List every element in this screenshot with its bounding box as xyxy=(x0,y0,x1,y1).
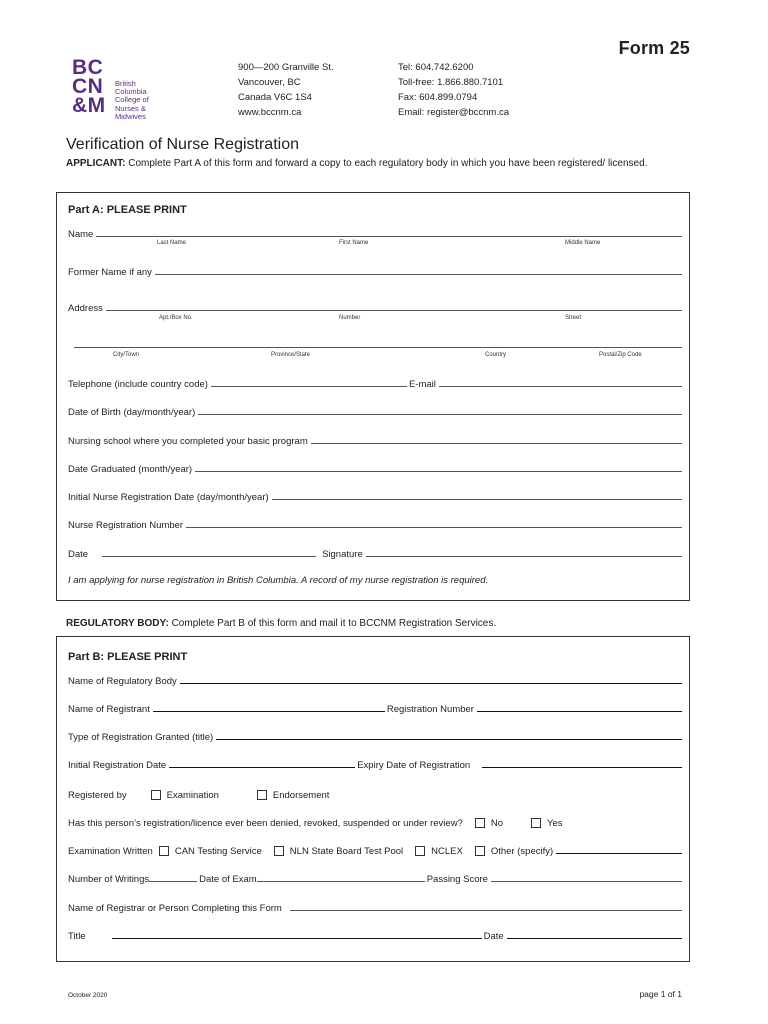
city-province-field[interactable] xyxy=(74,346,682,348)
endorsement-option-label: Endorsement xyxy=(272,790,330,801)
registration-number-b-field[interactable] xyxy=(477,710,682,712)
expiry-date-field[interactable] xyxy=(482,766,682,768)
dob-row xyxy=(68,404,684,418)
writings-row xyxy=(68,871,684,885)
logo-letters-3: &M xyxy=(72,94,106,117)
date-field[interactable] xyxy=(102,555,316,557)
school-label: Nursing school where you completed your basic program xyxy=(68,436,308,447)
date-b-label: Date xyxy=(483,931,504,942)
title-field[interactable] xyxy=(112,937,482,939)
registrar-field[interactable] xyxy=(290,909,682,911)
address-field[interactable] xyxy=(106,309,682,311)
registration-number-row xyxy=(68,517,684,531)
writings-field[interactable] xyxy=(149,880,197,882)
denied-yes-checkbox[interactable] xyxy=(531,818,541,828)
toll-free-number: Toll-free: 1.866.880.7101 xyxy=(398,77,504,88)
regulatory-body-name-row xyxy=(68,673,684,687)
initial-registration-label: Initial Nurse Registration Date (day/month/year) xyxy=(68,492,269,503)
registration-dates-row xyxy=(68,757,684,771)
email-label: E-mail xyxy=(408,379,436,390)
logo-text-line: Columbia xyxy=(115,87,147,97)
dob-field[interactable] xyxy=(198,413,682,415)
applicant-label: APPLICANT: xyxy=(66,158,126,169)
fax-number: Fax: 604.899.0794 xyxy=(398,92,478,103)
can-testing-checkbox[interactable] xyxy=(159,846,169,856)
nclex-label: NCLEX xyxy=(431,846,463,857)
name-label: Name xyxy=(68,229,94,240)
regulatory-body-instructions xyxy=(66,618,496,629)
expiry-date-label: Expiry Date of Registration xyxy=(357,760,471,771)
email-link[interactable]: Email: register@bccnm.ca xyxy=(398,107,510,118)
website-link[interactable]: www.bccnm.ca xyxy=(238,107,302,118)
signature-field[interactable] xyxy=(366,555,682,557)
denied-no-checkbox[interactable] xyxy=(475,818,485,828)
graduated-label: Date Graduated (month/year) xyxy=(68,464,193,475)
exam-date-label: Date of Exam xyxy=(199,874,257,885)
denied-question-row xyxy=(68,815,684,829)
registered-by-row xyxy=(68,787,684,801)
can-testing-label: CAN Testing Service xyxy=(174,846,262,857)
applicant-text: Complete Part A of this form and forward a copy to each regulatory body in which you have been registered/ licensed. xyxy=(125,158,648,169)
nclex-checkbox[interactable] xyxy=(415,846,425,856)
address-row xyxy=(68,300,684,314)
writings-label: Number of Writings xyxy=(68,874,150,885)
applicant-instructions xyxy=(66,157,696,171)
initial-date-b-field[interactable] xyxy=(169,766,355,768)
former-name-field[interactable] xyxy=(155,273,682,275)
registrant-field[interactable] xyxy=(153,710,385,712)
registration-type-field[interactable] xyxy=(216,738,682,740)
school-field[interactable] xyxy=(311,442,682,444)
address-line-2 xyxy=(71,337,684,351)
graduated-row xyxy=(68,461,684,475)
name-row xyxy=(68,226,684,240)
logo-text-line: British xyxy=(115,79,136,88)
examination-option-label: Examination xyxy=(166,790,219,801)
registration-type-label: Type of Registration Granted (title) xyxy=(68,732,214,743)
address-line: Canada V6C 1S4 xyxy=(238,92,312,103)
graduated-field[interactable] xyxy=(195,470,682,472)
registration-number-b-label: Registration Number xyxy=(386,704,474,715)
province-caption: Province/State xyxy=(271,352,311,358)
registrar-row xyxy=(68,900,684,914)
title-label: Title xyxy=(68,931,86,942)
address-label: Address xyxy=(68,303,103,314)
date-signature-row xyxy=(68,546,684,560)
nln-label: NLN State Board Test Pool xyxy=(289,846,404,857)
regulatory-body-name-field[interactable] xyxy=(180,682,682,684)
middle-name-caption: Middle Name xyxy=(565,240,601,246)
registrar-label: Name of Registrar or Person Completing this Form xyxy=(68,903,282,914)
exam-date-field[interactable] xyxy=(257,880,425,882)
applicant-statement: I am applying for nurse registration in British Columbia. A record of my nurse registration is required. xyxy=(68,575,489,586)
regulatory-body-name-label: Name of Regulatory Body xyxy=(68,676,177,687)
signature-label: Signature xyxy=(322,549,363,560)
apt-caption: Apt./Box No. xyxy=(159,315,193,321)
title-date-row xyxy=(68,928,684,942)
telephone-field[interactable] xyxy=(211,385,407,387)
city-caption: City/Town xyxy=(113,352,140,358)
email-field[interactable] xyxy=(439,385,682,387)
examination-checkbox[interactable] xyxy=(151,790,161,800)
part-a-heading: Part A: PLEASE PRINT xyxy=(68,204,187,216)
registration-number-field[interactable] xyxy=(186,526,682,528)
footer-date: October 2020 xyxy=(68,992,108,999)
registration-type-row xyxy=(68,729,684,743)
telephone-email-row xyxy=(68,376,684,390)
examination-written-label: Examination Written xyxy=(68,846,153,857)
logo-text-line: Nurses & xyxy=(115,103,146,113)
registrant-label: Name of Registrant xyxy=(68,704,150,715)
nln-checkbox[interactable] xyxy=(274,846,284,856)
passing-score-label: Passing Score xyxy=(426,874,488,885)
first-name-caption: First Name xyxy=(339,240,369,246)
mailing-address xyxy=(238,60,334,120)
date-b-field[interactable] xyxy=(507,937,682,939)
examination-written-row xyxy=(68,843,684,857)
part-b-section xyxy=(56,636,690,962)
postal-caption: Postal/Zip Code xyxy=(599,352,642,358)
endorsement-checkbox[interactable] xyxy=(257,790,267,800)
phone-number: Tel: 604.742.6200 xyxy=(398,62,474,73)
denied-yes-label: Yes xyxy=(547,818,563,829)
regulatory-body-label: REGULATORY BODY: xyxy=(66,618,169,629)
denied-question: Has this person’s registration/licence ever been denied, revoked, suspended or under review? xyxy=(68,818,463,829)
registered-by-label: Registered by xyxy=(68,790,127,801)
other-exam-label: Other (specify) xyxy=(490,846,554,857)
logo-letters-2: CN xyxy=(72,75,104,98)
number-caption: Number xyxy=(339,315,361,321)
name-field[interactable] xyxy=(96,235,682,237)
part-a-section xyxy=(56,192,690,601)
initial-registration-field[interactable] xyxy=(272,498,682,500)
regulatory-body-text: Complete Part B of this form and mail it to BCCNM Registration Services. xyxy=(168,618,497,629)
bccnm-logo xyxy=(72,58,182,124)
date-label: Date xyxy=(68,549,89,560)
initial-registration-row xyxy=(68,489,684,503)
logo-text-line: Midwives xyxy=(115,111,146,121)
registrant-row xyxy=(68,701,684,715)
former-name-row xyxy=(68,264,684,278)
part-b-heading: Part B: PLEASE PRINT xyxy=(68,651,188,663)
form-title: Verification of Nurse Registration xyxy=(66,136,299,153)
school-row xyxy=(68,433,684,447)
address-line: 900—200 Granville St. xyxy=(238,62,334,73)
page-number: page 1 of 1 xyxy=(639,989,682,999)
other-exam-checkbox[interactable] xyxy=(475,846,485,856)
initial-date-b-label: Initial Registration Date xyxy=(68,760,167,771)
last-name-caption: Last Name xyxy=(157,240,187,246)
former-name-label: Former Name if any xyxy=(68,267,152,278)
contact-info xyxy=(398,60,509,120)
address-line: Vancouver, BC xyxy=(238,77,301,88)
registration-number-label: Nurse Registration Number xyxy=(68,520,184,531)
form-number: Form 25 xyxy=(618,38,690,58)
logo-text-line: College of xyxy=(115,95,149,105)
street-caption: Street xyxy=(565,315,582,321)
logo-letters-1: BC xyxy=(72,56,104,79)
passing-score-field[interactable] xyxy=(491,880,682,882)
dob-label: Date of Birth (day/month/year) xyxy=(68,407,196,418)
country-caption: Country xyxy=(485,352,507,358)
denied-no-label: No xyxy=(490,818,503,829)
telephone-label: Telephone (include country code) xyxy=(68,379,208,390)
other-exam-field[interactable] xyxy=(556,852,682,854)
